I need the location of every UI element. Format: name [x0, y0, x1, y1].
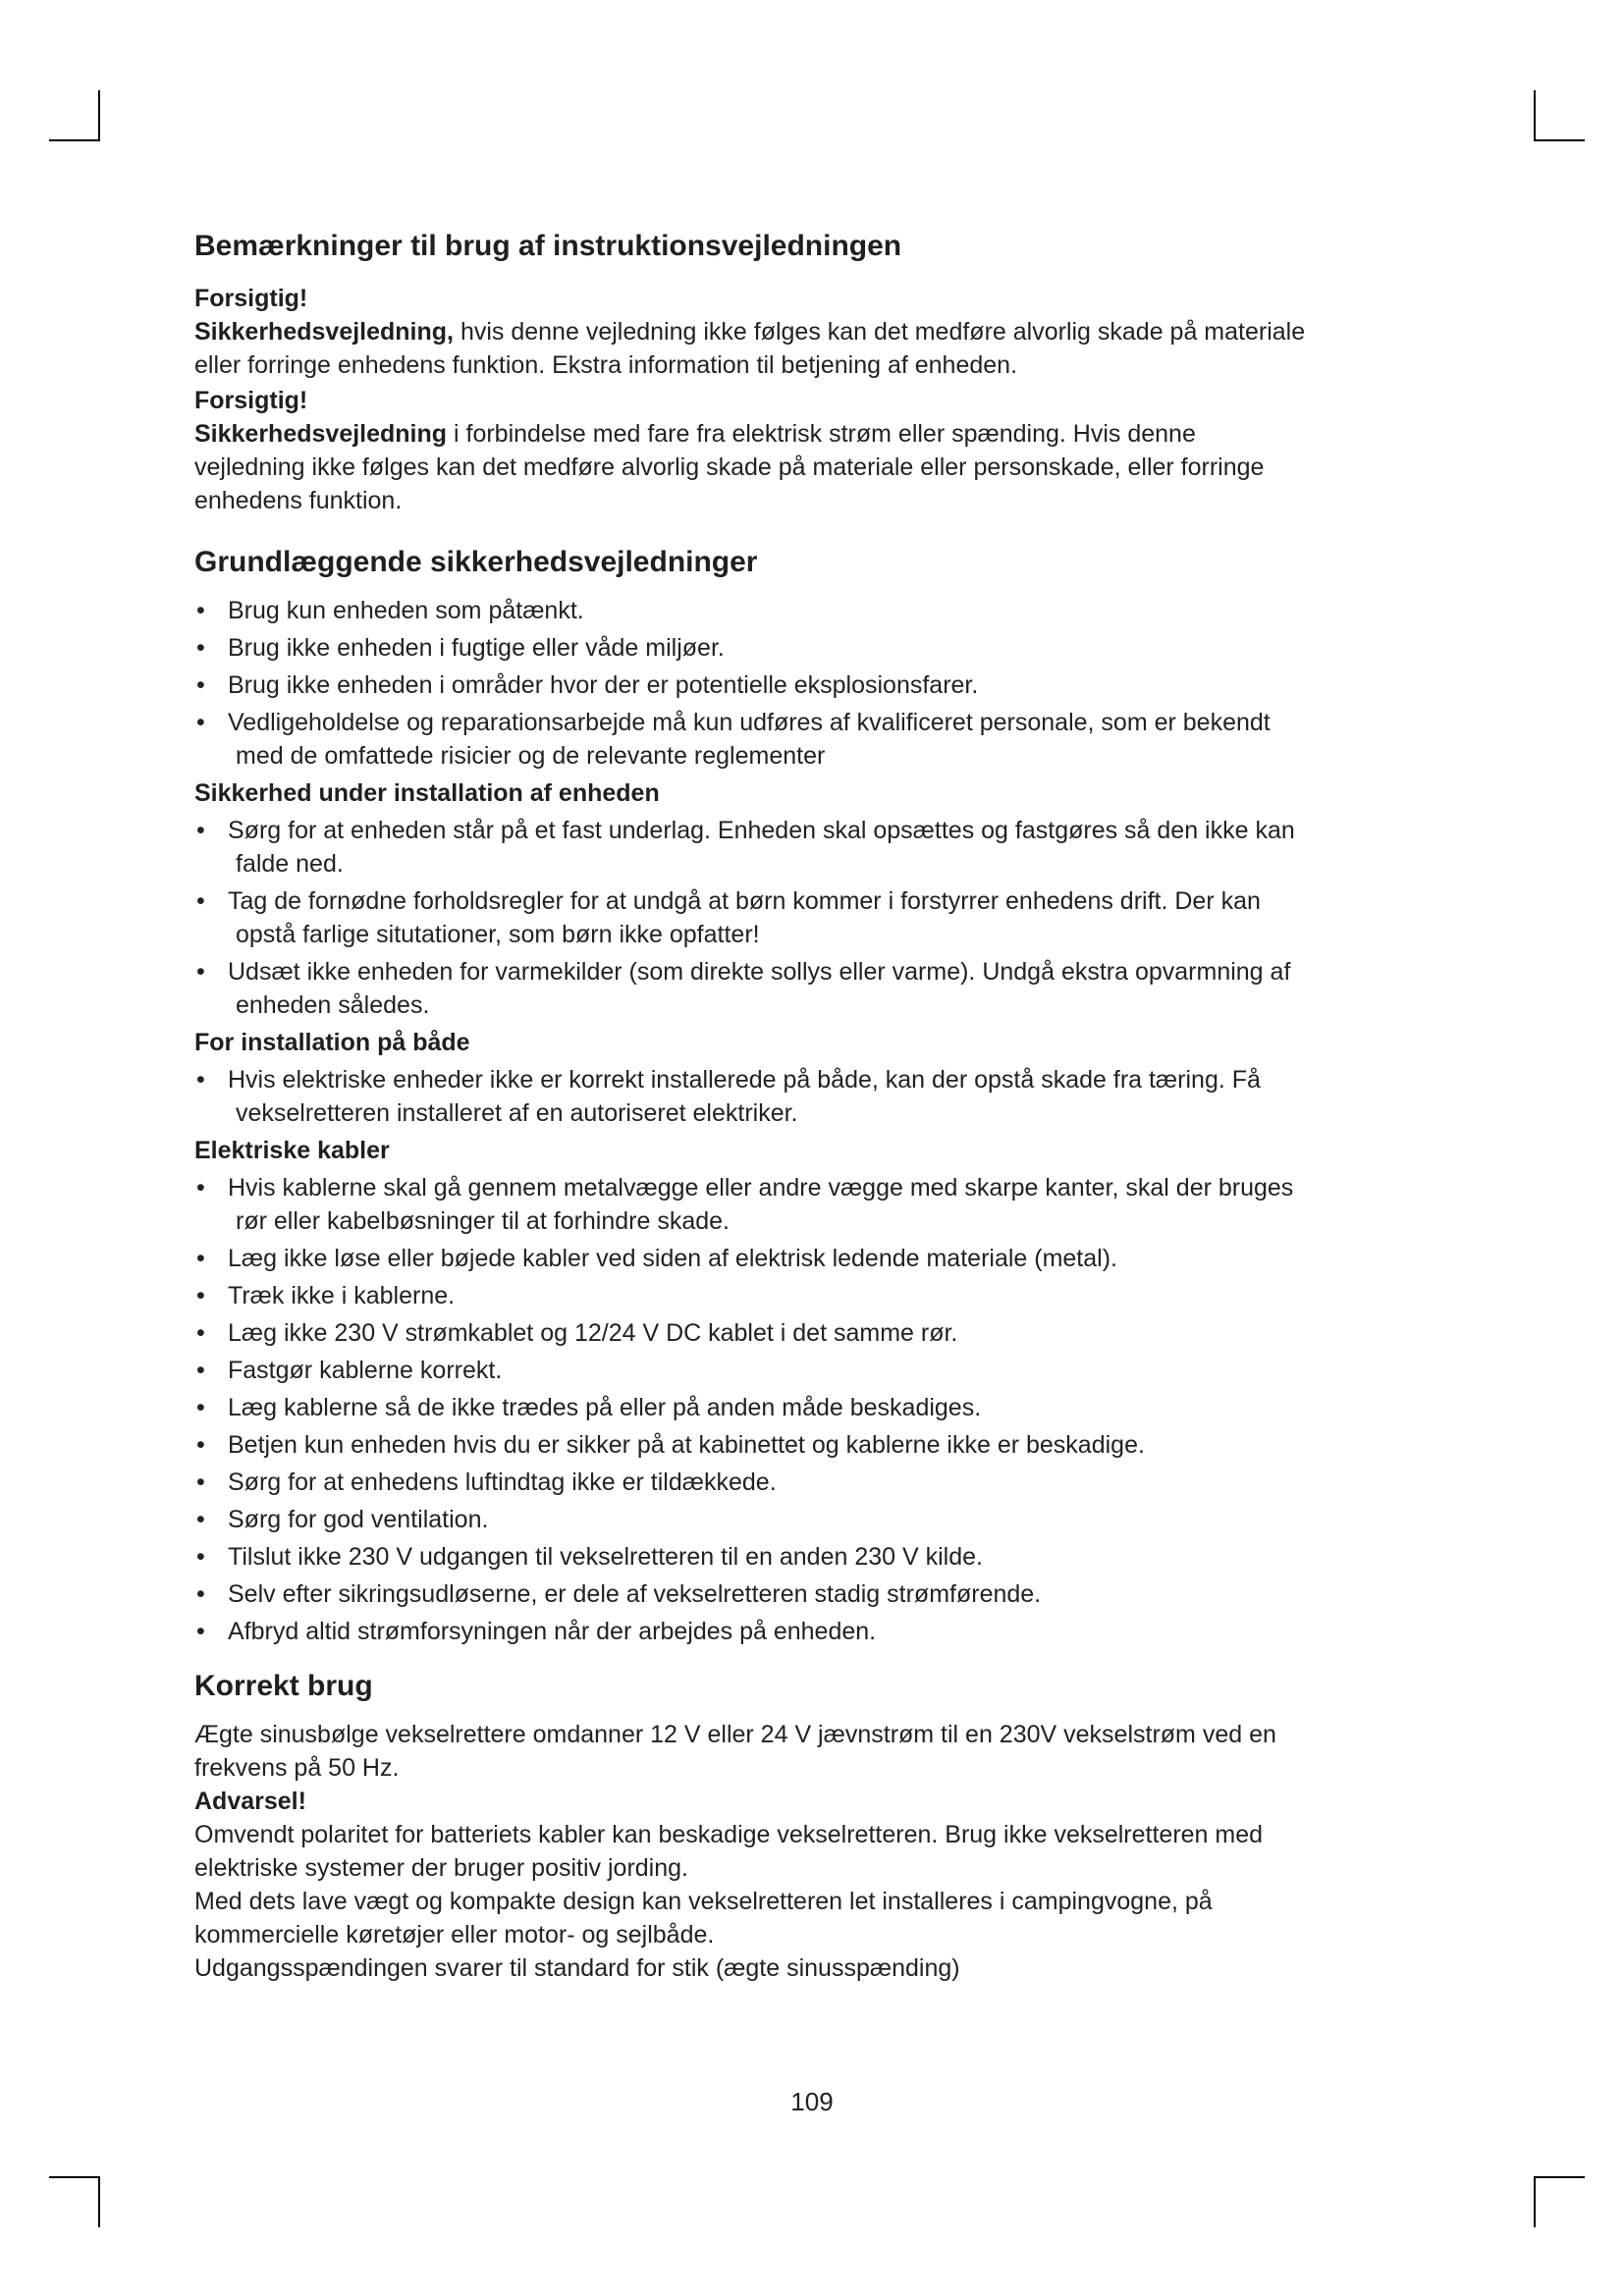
list-item: • Sørg for at enhedens luftindtag ikke er tildækkede. [196, 1468, 777, 1496]
page-number: 109 [790, 2087, 834, 2116]
list-item: • Betjen kun enheden hvis du er sikker på at kabinettet og kablerne ikke er beskadige. [196, 1431, 1145, 1459]
caution-block-2 [194, 384, 1434, 517]
subheading-installation: Sikkerhed under installation af enheden [194, 779, 660, 807]
warning-text-cont: elektriske systemer der bruger positiv jording. [194, 1854, 688, 1882]
caution-text-cont: enhedens funktion. [194, 487, 403, 514]
list-item: • Udsæt ikke enheden for varmekilder (som direkte sollys eller varme). Undgå ekstra opvarmning af enheden således. [196, 958, 1291, 1019]
usage-text: Med dets lave vægt og kompakte design kan vekselretteren let installeres i campingvogne, på [194, 1888, 1213, 1915]
crop-mark-bottom-right-v [1534, 2176, 1536, 2227]
crop-mark-bottom-left-v [98, 2176, 100, 2227]
list-item: • Afbryd altid strømforsyningen når der arbejdes på enheden. [196, 1618, 877, 1645]
list-item: • Sørg for god ventilation. [196, 1506, 489, 1533]
list-item: • Tag de fornødne forholdsregler for at undgå at børn kommer i forstyrrer enhedens drift. Der kan opstå farlige situtationer, som børn ikke opfatter! [196, 887, 1261, 948]
crop-mark-bottom-left-h [49, 2176, 100, 2178]
caution-bold: Sikkerhedsvejledning [194, 420, 448, 448]
section-title-safety: Grundlæggende sikkerhedsvejledninger [194, 546, 758, 578]
caution-text: Sikkerhedsvejledning, hvis denne vejledning ikke følges kan det medføre alvorlig skade på materiale [194, 318, 1306, 346]
crop-mark-top-right-v [1534, 90, 1536, 141]
list-item: • Læg ikke løse eller bøjede kabler ved siden af elektrisk ledende materiale (metal). [196, 1245, 1117, 1272]
list-item: • Hvis elektriske enheder ikke er korrekt installerede på både, kan der opstå skade fra tæring. Få vekselretteren installeret af en autoriseret elektriker. [196, 1066, 1261, 1127]
safety-list-block [194, 594, 1434, 1652]
list-item: • Tilslut ikke 230 V udgangen til vekselretteren til en anden 230 V kilde. [196, 1543, 983, 1571]
caution-text: Sikkerhedsvejledning i forbindelse med fare fra elektrisk strøm eller spænding. Hvis denne [194, 420, 1196, 448]
subheading-cables: Elektriske kabler [194, 1137, 390, 1164]
list-item: • Selv efter sikringsudløserne, er dele af vekselretteren stadig strømførende. [196, 1580, 1042, 1608]
caution-text-cont: eller forringe enhedens funktion. Ekstra information til betjening af enheden. [194, 351, 1018, 379]
crop-mark-top-left-h [49, 139, 100, 141]
usage-text-cont: kommercielle køretøjer eller motor- og sejlbåde. [194, 1921, 715, 1949]
installation-list [194, 814, 1434, 1022]
warning-text: Omvendt polaritet for batteriets kabler kan beskadige vekselretteren. Brug ikke vekselretteren med [194, 1821, 1264, 1848]
correct-use-block [194, 1718, 1434, 1985]
output-voltage-text: Udgangsspændingen svarer til standard for stik (ægte sinusspænding) [194, 1954, 960, 1982]
intro-text: Ægte sinusbølge vekselrettere omdanner 12 V eller 24 V jævnstrøm til en 230V vekselstrøm ved en [194, 1721, 1276, 1748]
caution-block-1 [194, 282, 1434, 382]
list-item: • Læg ikke 230 V strømkablet og 12/24 V DC kablet i det samme rør. [196, 1319, 958, 1347]
list-item: • Fastgør kablerne korrekt. [196, 1357, 503, 1384]
crop-mark-bottom-right-h [1534, 2176, 1585, 2178]
list-item: • Sørg for at enheden står på et fast underlag. Enheden skal opsættes og fastgøres så den ikke kan falde ned. [196, 817, 1295, 878]
subheading-boat: For installation på både [194, 1029, 470, 1056]
list-item: • Brug ikke enheden i fugtige eller våde miljøer. [196, 634, 725, 662]
list-item: • Brug kun enheden som påtænkt. [196, 597, 584, 624]
crop-mark-top-right-h [1534, 139, 1585, 141]
caution-label: Forsigtig! [194, 387, 308, 414]
crop-mark-top-left-v [98, 90, 100, 141]
list-item: • Læg kablerne så de ikke trædes på eller på anden måde beskadiges. [196, 1394, 982, 1421]
basic-safety-list [194, 594, 1434, 773]
caution-bold: Sikkerhedsvejledning, [194, 318, 454, 346]
intro-text-cont: frekvens på 50 Hz. [194, 1754, 400, 1782]
list-item: • Træk ikke i kablerne. [196, 1282, 456, 1309]
caution-label: Forsigtig! [194, 285, 308, 312]
caution-text-cont: vejledning ikke følges kan det medføre alvorlig skade på materiale eller personskade, eller forringe [194, 454, 1265, 481]
section-title-correct-use: Korrekt brug [194, 1670, 373, 1702]
list-item: • Vedligeholdelse og reparationsarbejde må kun udføres af kvalificeret personale, som er bekendt med de omfattede risicier og de relevante reglementer [196, 709, 1271, 770]
boat-list [194, 1063, 1434, 1130]
section-title-notes: Bemærkninger til brug af instruktionsvejledningen [194, 230, 902, 262]
list-item: • Hvis kablerne skal gå gennem metalvægge eller andre vægge med skarpe kanter, skal der bruges rør eller kabelbøsninger til at forhindre skade. [196, 1174, 1294, 1235]
list-item: • Brug ikke enheden i områder hvor der er potentielle eksplosionsfarer. [196, 671, 979, 699]
cables-list [194, 1171, 1434, 1648]
warning-label: Advarsel! [194, 1788, 306, 1815]
